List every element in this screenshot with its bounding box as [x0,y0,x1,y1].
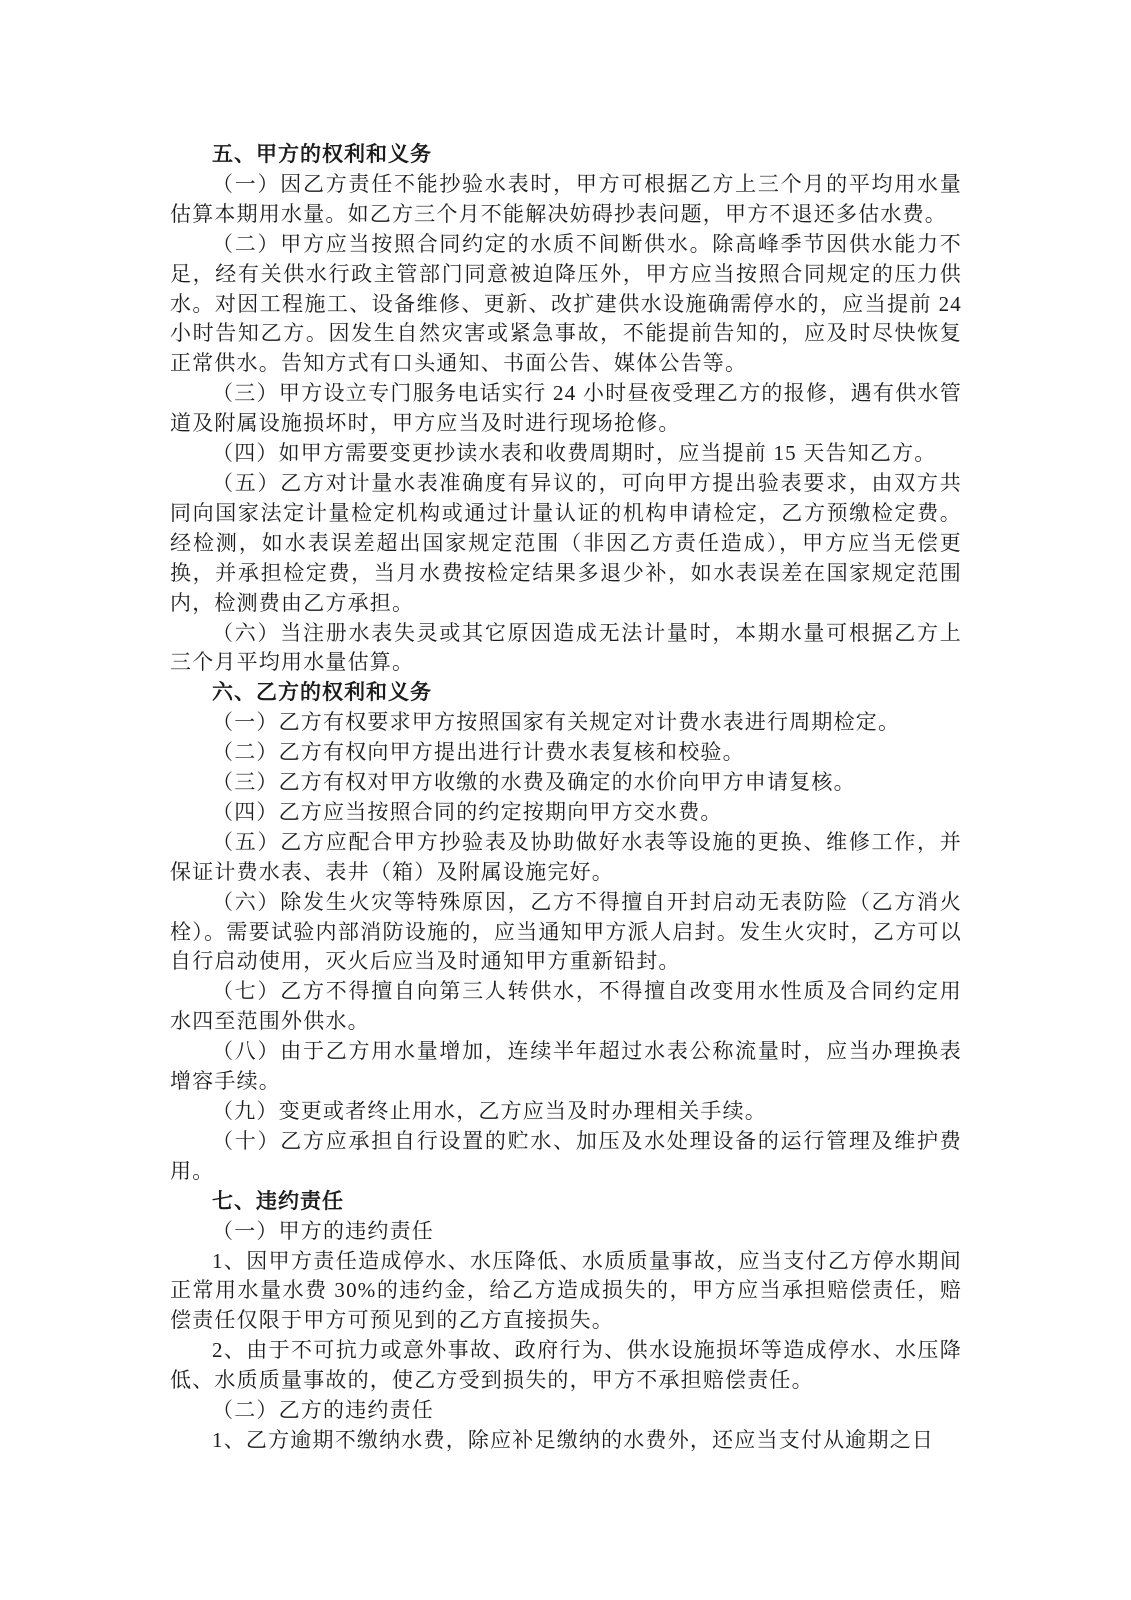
paragraph: （一）甲方的违约责任 [212,1218,434,1243]
section-heading: 七、违约责任 [212,1188,344,1213]
paragraph: （七）乙方不得擅自向第三人转供水，不得擅自改变用水性质及合同约定用水四至范围外供水。 [170,979,962,1034]
paragraph: （二）甲方应当按照合同约定的水质不间断供水。除高峰季节因供水能力不足，经有关供水行政主管部门同意被迫降压外，甲方应当按照合同规定的压力供水。对因工程施工、设备维修、更新、改扩建供水设施确需停水的，应当提前 24 小时告知乙方。因发生自然灾害或紧急事故，不能提前告知的，应及时尽快恢复正常供水。告知方式有口头通知、书面公告、媒体公告等。 [170,231,962,376]
paragraph: （一）乙方有权要求甲方按照国家有关规定对计费水表进行周期检定。 [212,710,901,735]
section-heading: 五、甲方的权利和义务 [212,142,432,166]
paragraph: （三）乙方有权对甲方收缴的水费及确定的水价向甲方申请复核。 [212,770,856,795]
section-party-b-rights [170,678,962,1186]
paragraph: （九）变更或者终止用水，乙方应当及时办理相关手续。 [212,1099,767,1123]
paragraph: 2、由于不可抗力或意外事故、政府行为、供水设施损坏等造成停水、水压降低、水质质量事故的，使乙方受到损失的，甲方不承担赔偿责任。 [170,1338,962,1393]
paragraph: （二）乙方的违约责任 [212,1398,434,1423]
paragraph: （六）除发生火灾等特殊原因，乙方不得擅自开封启动无表防险（乙方消火栓）。需要试验内部消防设施的，应当通知甲方派人启封。发生火灾时，乙方可以自行启动使用，灭火后应当及时通知甲方重新铅封。 [170,889,962,974]
document-content [170,140,962,1456]
paragraph: （二）乙方有权向甲方提出进行计费水表复核和校验。 [212,740,745,765]
section-heading: 六、乙方的权利和义务 [212,680,432,705]
paragraph: （一）因乙方责任不能抄验水表时，甲方可根据乙方上三个月的平均用水量估算本期用水量。如乙方三个月不能解决妨碍抄表问题，甲方不退还多估水费。 [170,171,962,226]
paragraph: （六）当注册水表失灵或其它原因造成无法计量时，本期水量可根据乙方上三个月平均用水量估算。 [170,620,962,675]
paragraph: 1、乙方逾期不缴纳水费，除应补足缴纳的水费外，还应当支付从逾期之日 [212,1427,935,1452]
paragraph: （十）乙方应承担自行设置的贮水、加压及水处理设备的运行管理及维护费用。 [170,1128,962,1183]
paragraph: （八）由于乙方用水量增加，连续半年超过水表公称流量时，应当办理换表增容手续。 [170,1039,962,1094]
section-party-a-rights [170,140,962,678]
paragraph: （五）乙方对计量水表准确度有异议的，可向甲方提出验表要求，由双方共同向国家法定计量检定机构或通过计量认证的机构申请检定，乙方预缴检定费。经检测，如水表误差超出国家规定范围（非因乙方责任造成），甲方应当无偿更换，并承担检定费，当月水费按检定结果多退少补，如水表误差在国家规定范围内，检测费由乙方承担。 [170,470,962,615]
paragraph: （四）乙方应当按照合同的约定按期向甲方交水费。 [212,799,723,824]
paragraph: （四）如甲方需要变更抄读水表和收费周期时，应当提前 15 天告知乙方。 [212,441,937,466]
paragraph: （三）甲方设立专门服务电话实行 24 小时昼夜受理乙方的报修，遇有供水管道及附属设施损坏时，甲方应当及时进行现场抢修。 [170,381,962,436]
paragraph: （五）乙方应配合甲方抄验表及协助做好水表等设施的更换、维修工作，并保证计费水表、表井（箱）及附属设施完好。 [170,829,962,884]
paragraph: 1、因甲方责任造成停水、水压降低、水质质量事故，应当支付乙方停水期间正常用水量水费 30%的违约金，给乙方造成损失的，甲方应当承担赔偿责任，赔偿责任仅限于甲方可预见到的乙方直接损失。 [170,1248,962,1333]
section-breach-liability [170,1187,962,1456]
